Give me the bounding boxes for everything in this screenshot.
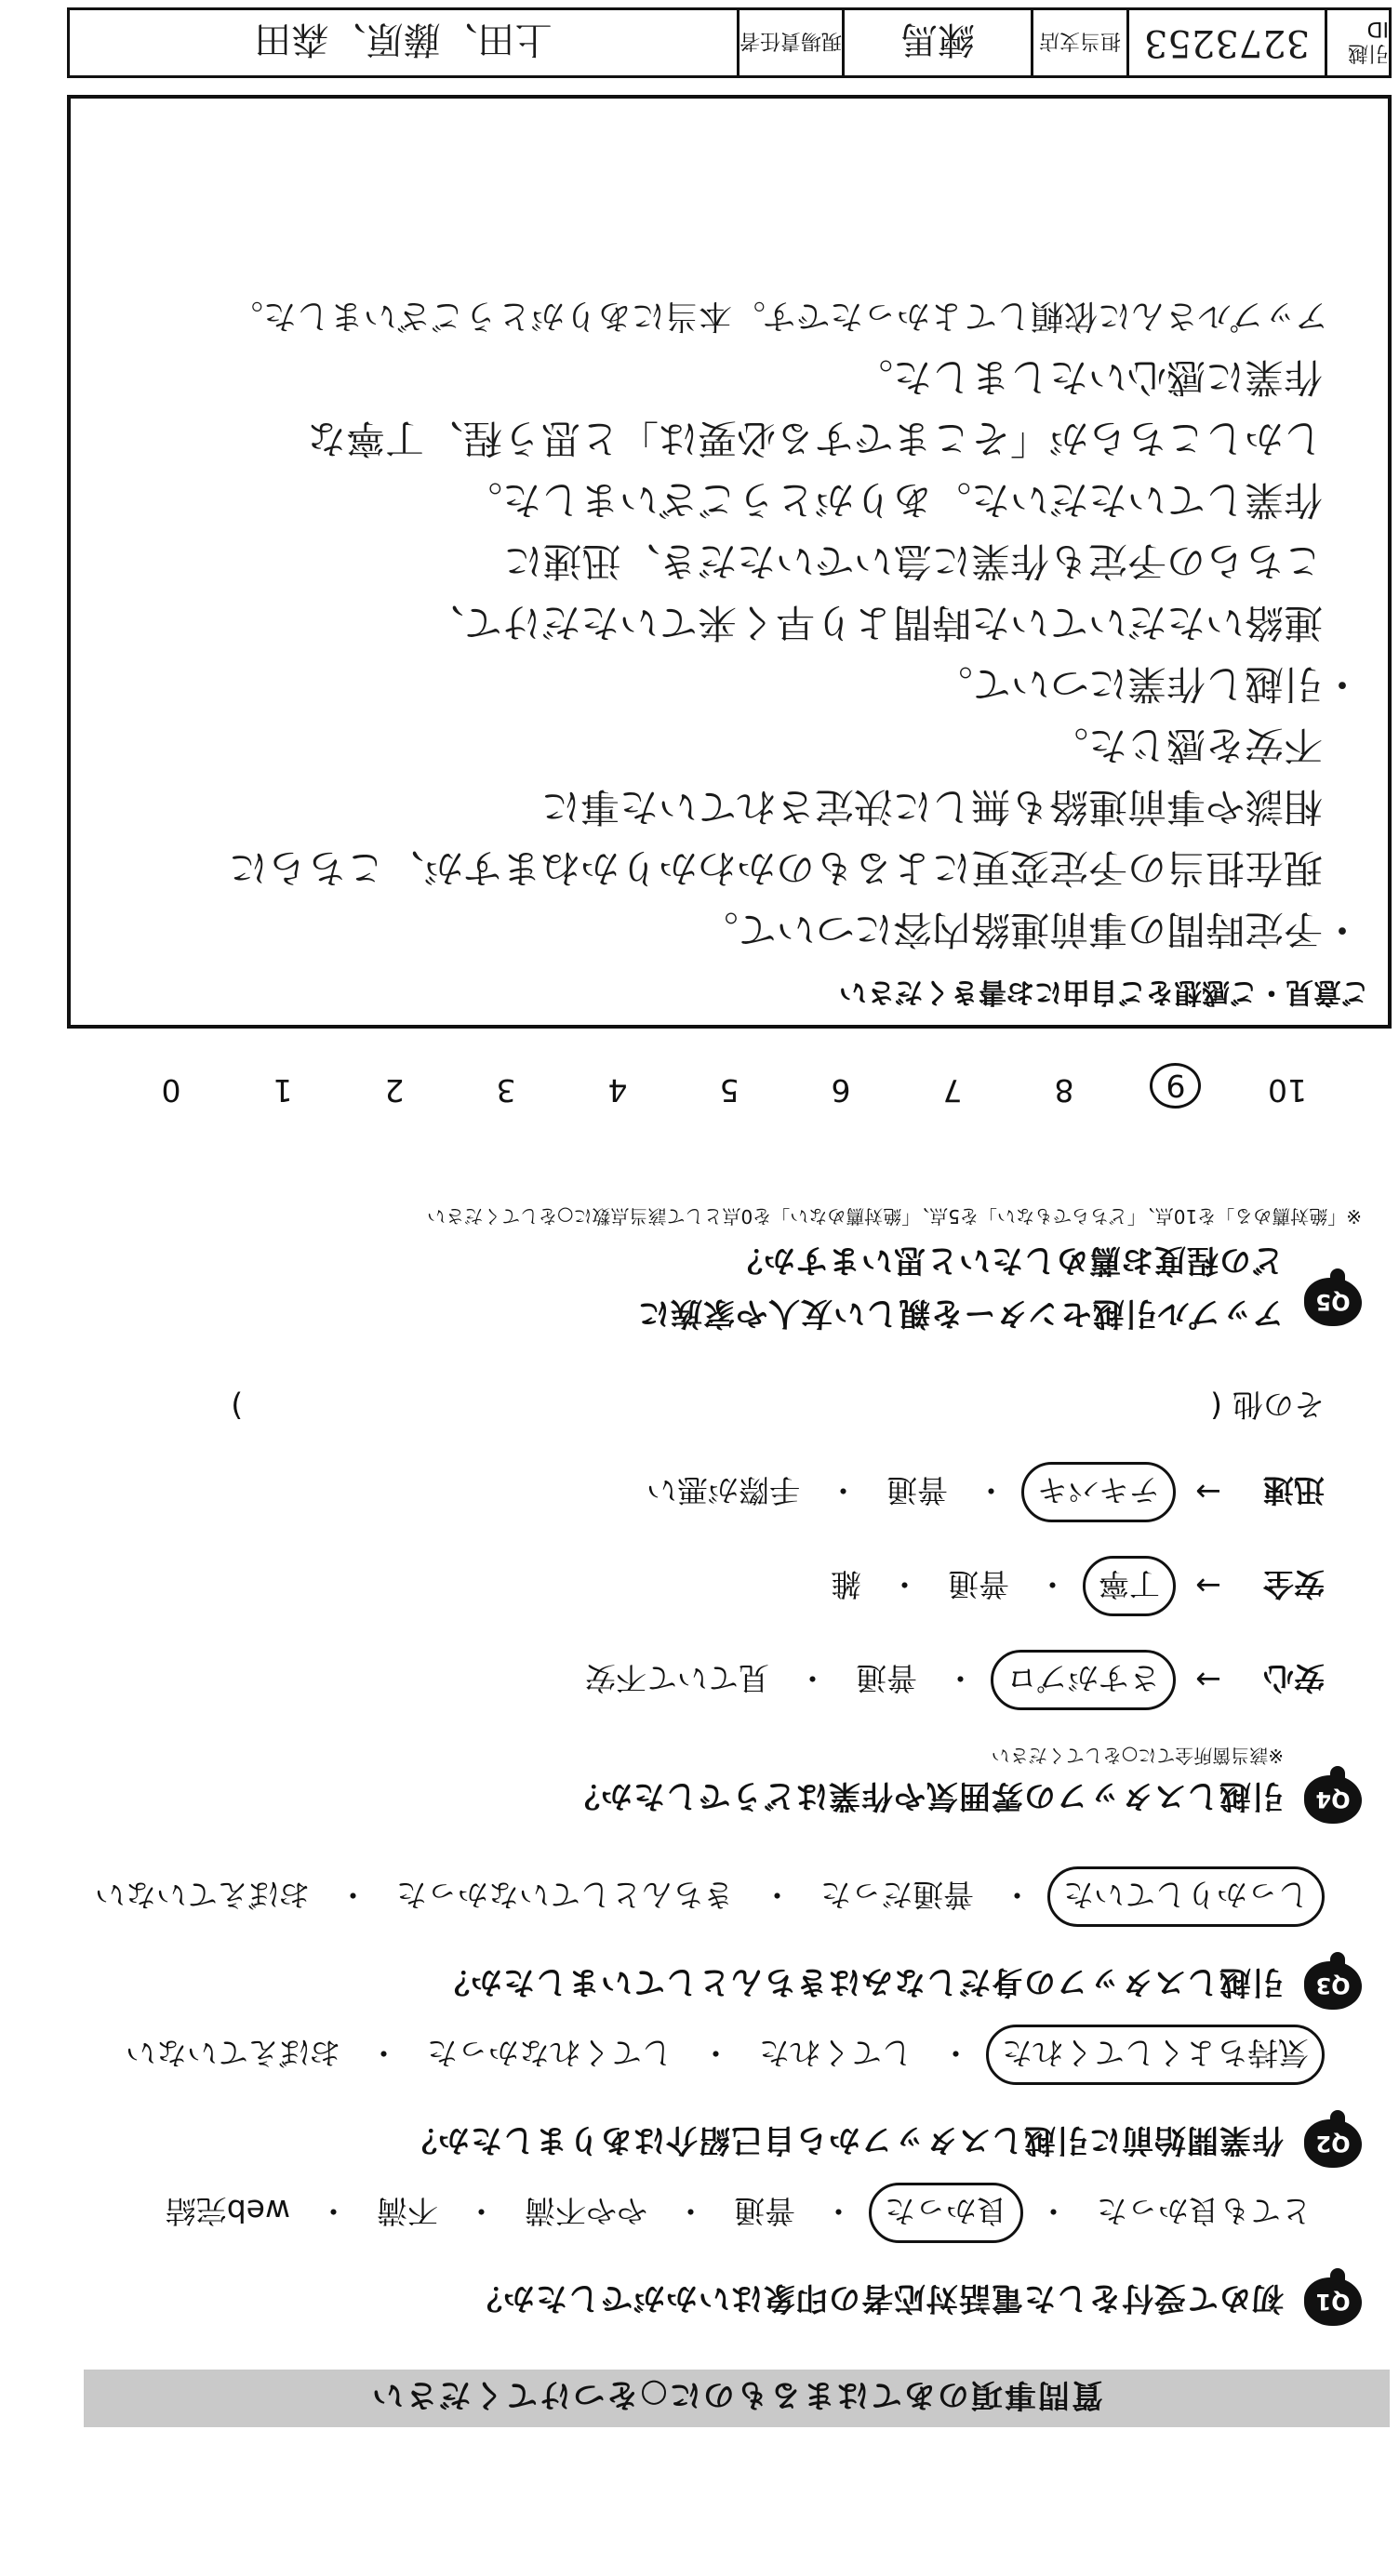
q1-option-web[interactable]: web完結: [165, 2193, 290, 2229]
arrow-icon: →: [1195, 1474, 1221, 1510]
q1-option-slightly-dissatisfied[interactable]: やや不満: [525, 2193, 647, 2229]
q2-options: 気持ちよくしてくれた ・ してくれた ・ してくれなかった ・ おぼえていない: [113, 2025, 1325, 2085]
form-id-row: [67, 7, 1392, 78]
q2-option-did-not[interactable]: してくれなかった: [427, 2035, 673, 2071]
comment-line: 連絡いただいていた時間より早く来ていただけて、: [424, 600, 1362, 645]
q4-jinsoku-option-clumsy[interactable]: 手際が悪い: [646, 1472, 800, 1508]
q4-row-anshin: 安心 → さすがプロ ・ 普通 ・ 見ていて不安: [231, 1650, 1325, 1710]
comment-box[interactable]: [67, 95, 1392, 1029]
q4-note: ※該当箇所全てに○をしてください: [991, 1745, 1284, 1767]
q5-score-4[interactable]: 4: [607, 1072, 628, 1109]
q4-jinsoku-option-normal[interactable]: 普通: [886, 1472, 948, 1508]
q5-score-6[interactable]: 6: [831, 1072, 851, 1109]
q3-text: 引越しスタッフの身だしなみはきちんとしていましたか？: [437, 1963, 1284, 2001]
site-leader-value[interactable]: 上田、藤原、森田: [254, 18, 553, 61]
q4-anshin-option-pro[interactable]: さすがプロ: [991, 1650, 1176, 1710]
q2-option-dont-remember[interactable]: おぼえていない: [126, 2035, 340, 2071]
comment-line: アップルさんに依頼してよかったです。本当にありがとうございました。: [229, 297, 1362, 335]
instruction-banner: 質問事項のあてはまるものに○をつけてください: [84, 2370, 1390, 2427]
q3-option-normal[interactable]: 普通だった: [820, 1877, 974, 1913]
q4-row-jinsoku: 迅速 → テキパキ ・ 普通 ・ 手際が悪い: [231, 1462, 1325, 1522]
q4-other-label: その他: [1232, 1387, 1325, 1423]
q2-badge: Q2: [1304, 2119, 1362, 2168]
q4-other-paren-close: ): [231, 1388, 244, 1425]
comment-line: 不安を感じた。: [1048, 723, 1362, 768]
branch-value[interactable]: 練馬: [842, 10, 1031, 75]
q5-score-5[interactable]: 5: [719, 1072, 739, 1109]
q1-options: とても良かった ・ 良かった ・ 普通 ・ やや不満 ・ 不満 ・ web完結: [153, 2183, 1325, 2243]
q5-score-8[interactable]: 8: [1054, 1072, 1074, 1109]
q4-row-label: 安全: [1263, 1566, 1325, 1602]
q4-anshin-option-uneasy[interactable]: 見ていて不安: [585, 1660, 769, 1696]
comment-line: しかしこちらが「そこまでする必要は」と思う程、丁寧な: [306, 416, 1362, 461]
q4-anshin-option-normal[interactable]: 普通: [856, 1660, 917, 1696]
q4-anzen-option-careful[interactable]: 丁寧: [1083, 1556, 1176, 1616]
comment-line: 相談や事前連絡も無しに決定されていた事に: [540, 784, 1362, 830]
move-id-label: 引越ID: [1325, 10, 1389, 75]
move-id-value[interactable]: 3273253: [1126, 10, 1325, 75]
q5-badge: Q5: [1304, 1278, 1362, 1326]
q4-row-label: 安心: [1263, 1660, 1325, 1696]
q5-score-0[interactable]: 0: [161, 1072, 181, 1109]
question-3: [82, 1866, 1362, 2018]
q5-score-1[interactable]: 1: [273, 1072, 293, 1109]
q5-note: ※「絶対薦める」を10点、「どちらでもない」を5点、「絶対薦めない」を0点として該当点数に○をしてください: [427, 1205, 1362, 1228]
arrow-icon: →: [1195, 1568, 1221, 1604]
q1-badge: Q1: [1304, 2277, 1362, 2326]
q4-text: 引越しスタッフの雰囲気や作業はどうでしたか？: [567, 1777, 1284, 1815]
q1-option-very-good[interactable]: とても良かった: [1097, 2193, 1312, 2229]
q5-score-9[interactable]: 9: [1120, 1063, 1232, 1109]
q1-option-good[interactable]: 良かった: [869, 2183, 1023, 2243]
site-leader-label: 現場責任者: [737, 10, 842, 75]
comment-title: ご意見・ご感想をご自由にお書きください: [839, 976, 1369, 1008]
q5-score-7[interactable]: 7: [942, 1072, 963, 1109]
q1-option-normal[interactable]: 普通: [734, 2193, 795, 2229]
q1-text: 初めて受付をした電話対応者の印象はいかがでしたか？: [470, 2279, 1284, 2317]
q3-option-dont-remember[interactable]: おぼえていない: [95, 1877, 310, 1913]
q3-option-not-neat[interactable]: きちんとしていなかった: [396, 1877, 734, 1913]
q5-score-10[interactable]: 10: [1268, 1072, 1307, 1109]
q3-options: しっかりしていた ・ 普通だった ・ きちんとしていなかった ・ おぼえていない: [82, 1866, 1325, 1927]
q4-badge: Q4: [1304, 1775, 1362, 1824]
comment-line: 現在担当の予定変更によるものかわかりかねますが、こちらに: [228, 845, 1362, 891]
q5-text-line2: どの程度お薦めしたいと思いますか？: [730, 1242, 1284, 1279]
arrow-icon: →: [1195, 1662, 1221, 1698]
q4-other-paren-open: (: [1210, 1388, 1222, 1425]
q2-text: 作業開始前に引越しスタッフから自己紹介はありましたか？: [405, 2121, 1284, 2159]
q5-score-3[interactable]: 3: [496, 1072, 516, 1109]
q2-option-pleasant[interactable]: 気持ちよくしてくれた: [986, 2025, 1325, 2085]
q4-row-anzen: 安全 → 丁寧 ・ 普通 ・ 雑: [231, 1556, 1325, 1616]
q3-option-neat[interactable]: しっかりしていた: [1047, 1866, 1325, 1927]
question-4: [231, 1385, 1362, 1832]
question-1: [153, 2183, 1362, 2334]
comment-line: 作業していただいた。ありがとうございました。: [462, 477, 1362, 523]
question-5: [427, 1204, 1362, 1339]
q4-row-other: [231, 1385, 1325, 1428]
comment-line: 作業に感心いたしました。: [853, 354, 1362, 400]
question-2: [113, 2025, 1362, 2176]
q3-badge: Q3: [1304, 1961, 1362, 2010]
q1-option-dissatisfied[interactable]: 不満: [377, 2193, 438, 2229]
q4-jinsoku-option-brisk[interactable]: テキパキ: [1021, 1462, 1176, 1522]
comment-line: こちらの予定も作業に急いでいただき、迅速に: [503, 538, 1362, 584]
q5-text-line1: アップル引越センターを親しい友人や家族に: [637, 1295, 1284, 1332]
comment-text: [229, 285, 1362, 960]
comment-line: ・予定時間の事前連絡内容について。: [699, 907, 1362, 952]
comment-line: ・引越し作業について。: [933, 661, 1362, 707]
q4-anzen-option-normal[interactable]: 普通: [948, 1566, 1009, 1602]
q2-option-did[interactable]: してくれた: [759, 2035, 913, 2071]
q4-anzen-option-rough[interactable]: 雑: [831, 1566, 861, 1602]
q5-scale: [115, 1063, 1343, 1109]
q5-score-2[interactable]: 2: [384, 1072, 405, 1109]
q4-row-label: 迅速: [1263, 1472, 1325, 1508]
branch-label: 担当支店: [1031, 10, 1126, 75]
